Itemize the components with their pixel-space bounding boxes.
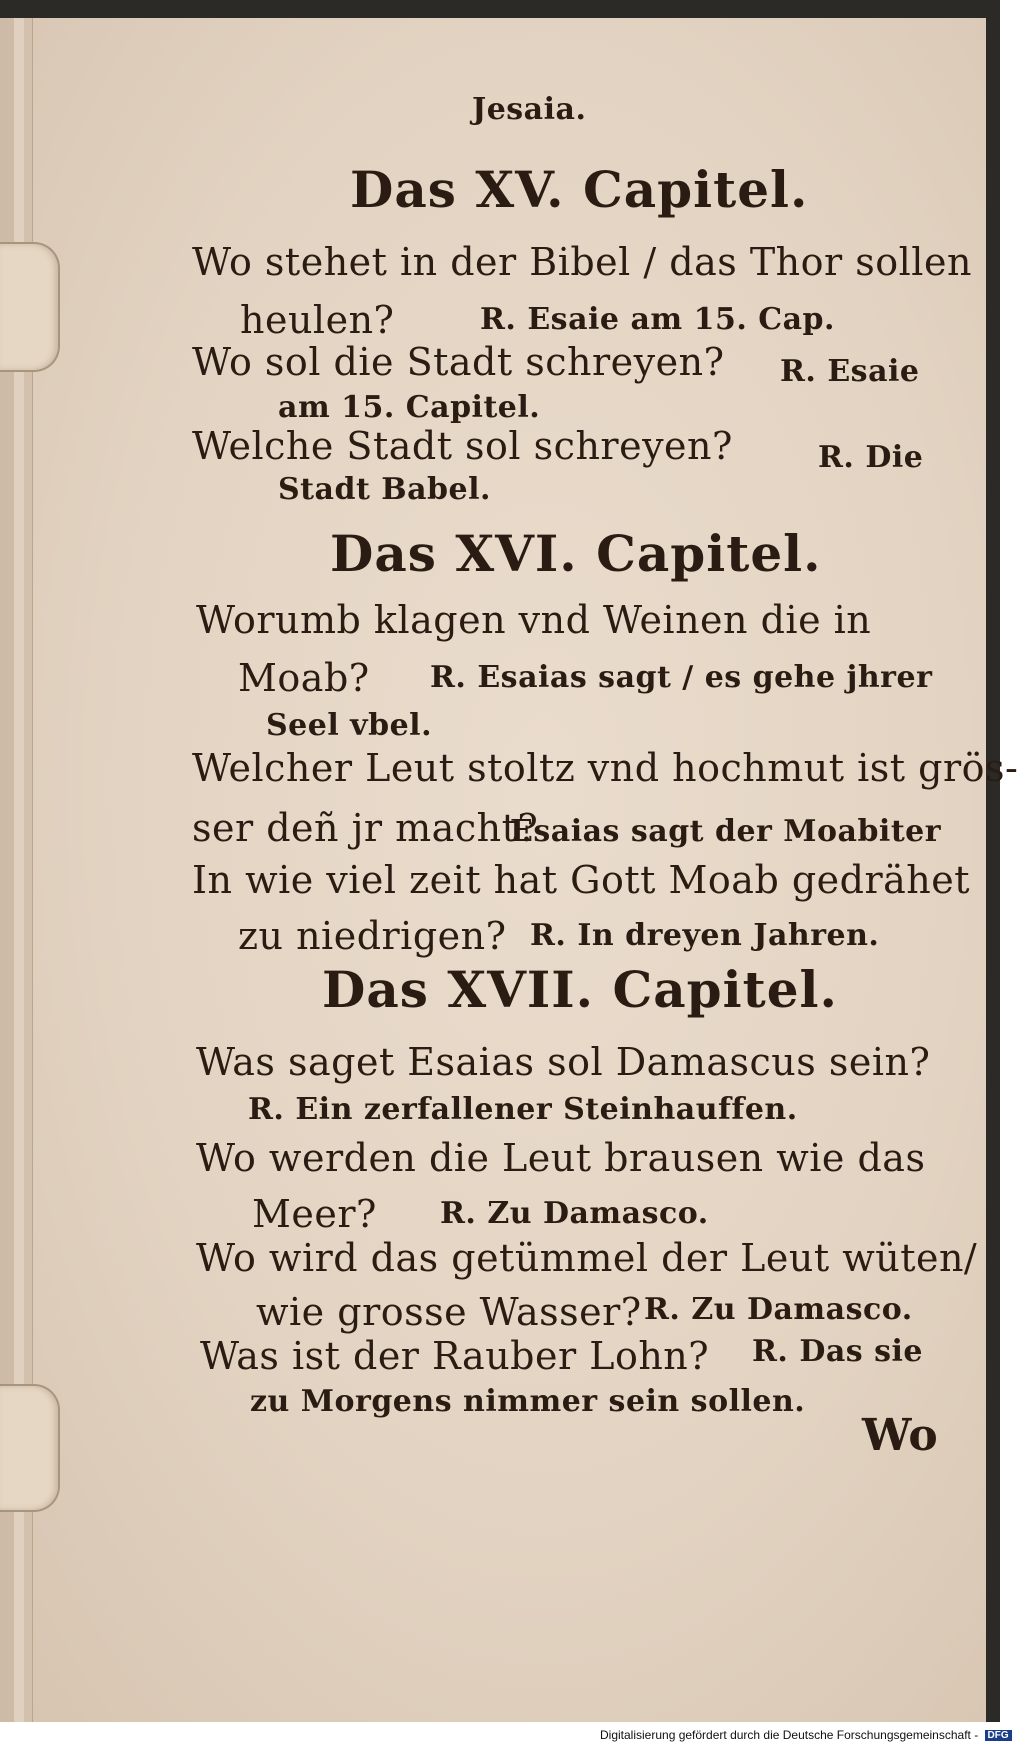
question-line: ser deñ jr macht? <box>192 806 539 850</box>
question-line: wie grosse Wasser? <box>256 1290 642 1334</box>
question-line: zu niedrigen? <box>238 914 507 958</box>
answer-line: Esaias sagt der Moabiter <box>510 814 942 849</box>
answer-line: R. Das sie <box>752 1334 923 1369</box>
catchword: Wo <box>862 1410 939 1461</box>
answer-line: R. In dreyen Jahren. <box>530 918 880 953</box>
answer-line: Seel vbel. <box>266 708 433 743</box>
chapter-heading: Das XVII. Capitel. <box>322 960 838 1019</box>
question-line: Was saget Esaias sol Damascus sein? <box>196 1040 931 1084</box>
answer-line: R. Zu Damasco. <box>644 1292 913 1327</box>
question-line: Wo sol die Stadt schreyen? <box>192 340 725 384</box>
question-line: Wo werden die Leut brausen wie das <box>196 1136 926 1180</box>
answer-line: R. Zu Damasco. <box>440 1196 709 1231</box>
answer-line: am 15. Capitel. <box>278 390 541 425</box>
question-line: heulen? <box>240 298 395 342</box>
question-line: Worumb klagen vnd Weinen die in <box>196 598 872 642</box>
answer-line: R. Esaie am 15. Cap. <box>480 302 835 337</box>
binding-tab <box>0 242 60 372</box>
question-line: In wie viel zeit hat Gott Moab gedrähet <box>192 858 971 902</box>
digitization-credit <box>600 1728 1012 1742</box>
answer-line: zu Morgens nimmer sein sollen. <box>250 1384 806 1419</box>
credit-text: Digitalisierung gefördert durch die Deutsche Forschungsgemeinschaft - <box>600 1728 979 1742</box>
question-line: Welcher Leut stoltz vnd hochmut ist grös- <box>192 746 1018 790</box>
question-line: Wo stehet in der Bibel / das Thor sollen <box>192 240 972 284</box>
binding-tab <box>0 1384 60 1512</box>
answer-line: Stadt Babel. <box>278 472 491 507</box>
question-line: Wo wird das getümmel der Leut wüten/ <box>196 1236 978 1280</box>
question-line: Welche Stadt sol schreyen? <box>192 424 733 468</box>
question-line: Moab? <box>238 656 370 700</box>
question-line: Meer? <box>252 1192 377 1236</box>
dfg-logo: DFG <box>985 1730 1012 1741</box>
answer-line: R. Ein zerfallener Steinhauffen. <box>248 1092 798 1127</box>
chapter-heading: Das XV. Capitel. <box>350 160 809 219</box>
question-line: Was ist der Rauber Lohn? <box>200 1334 710 1378</box>
answer-line: R. Esaie <box>780 354 920 389</box>
answer-line: R. Esaias sagt / es gehe jhrer <box>430 660 933 695</box>
answer-line: R. Die <box>818 440 924 475</box>
running-head: Jesaia. <box>472 92 587 127</box>
chapter-heading: Das XVI. Capitel. <box>330 524 822 583</box>
